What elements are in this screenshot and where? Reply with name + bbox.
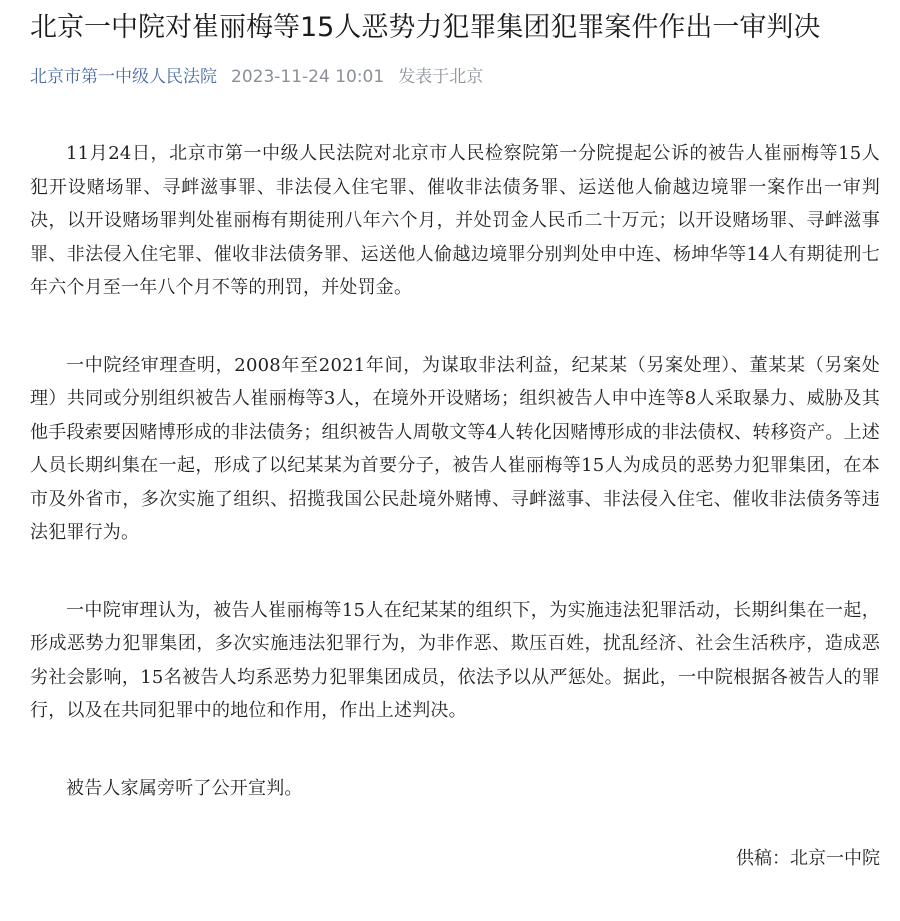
publish-location: 发表于北京 <box>398 67 484 87</box>
article-meta <box>30 65 880 89</box>
article <box>30 0 880 873</box>
paragraph-4: 被告人家属旁听了公开宣判。 <box>66 777 303 799</box>
paragraph-1: 11月24日，北京市第一中级人民法院对北京市人民检察院第一分院提起公诉的被告人崔丽梅等15人犯开设赌场罪、寻衅滋事罪、非法侵入住宅罪、催收非法债务罪、运送他人偷越边境罪一案作出一审判决，以开设赌场罪判处崔丽梅有期徒刑八年六个月，并处罚金人民币二十万元；以开设赌场罪、寻衅滋事罪、非法侵入住宅罪、催收非法债务罪、运送他人偷越边境罪分别判处申中连、杨坤华等14人有期徒刑七年六个月至一年八个月不等的刑罚，并处罚金。 <box>30 143 880 298</box>
paragraph-2: 一中院经审理查明，2008年至2021年间，为谋取非法利益，纪某某（另案处理）、董某某（另案处理）共同或分别组织被告人崔丽梅等3人，在境外开设赌场；组织被告人申中连等8人采取暴力、威胁及其他手段索要因赌博形成的非法债务；组织被告人周敬文等4人转化因赌博形成的非法债权、转移资产。上述人员长期纠集在一起，形成了以纪某某为首要分子，被告人崔丽梅等15人为成员的恶势力犯罪集团，在本市及外省市，多次实施了组织、招揽我国公民赴境外赌博、寻衅滋事、非法侵入住宅、催收非法债务等违法犯罪行为。 <box>30 354 880 543</box>
paragraph-3: 一中院审理认为，被告人崔丽梅等15人在纪某某的组织下，为实施违法犯罪活动，长期纠集在一起，形成恶势力犯罪集团，多次实施违法犯罪行为，为非作恶、欺压百姓，扰乱经济、社会生活秩序，造成恶劣社会影响，15名被告人均系恶势力犯罪集团成员，依法予以从严惩处。据此，一中院根据各被告人的罪行，以及在共同犯罪中的地位和作用，作出上述判决。 <box>30 599 880 721</box>
publish-datetime: 2023-11-24 10:01 <box>231 67 385 87</box>
article-body <box>30 137 880 873</box>
article-title: 北京一中院对崔丽梅等15人恶势力犯罪集团犯罪案件作出一审判决 <box>30 12 821 43</box>
source-link[interactable]: 北京市第一中级人民法院 <box>30 67 217 87</box>
article-credit: 供稿：北京一中院 <box>736 848 880 869</box>
